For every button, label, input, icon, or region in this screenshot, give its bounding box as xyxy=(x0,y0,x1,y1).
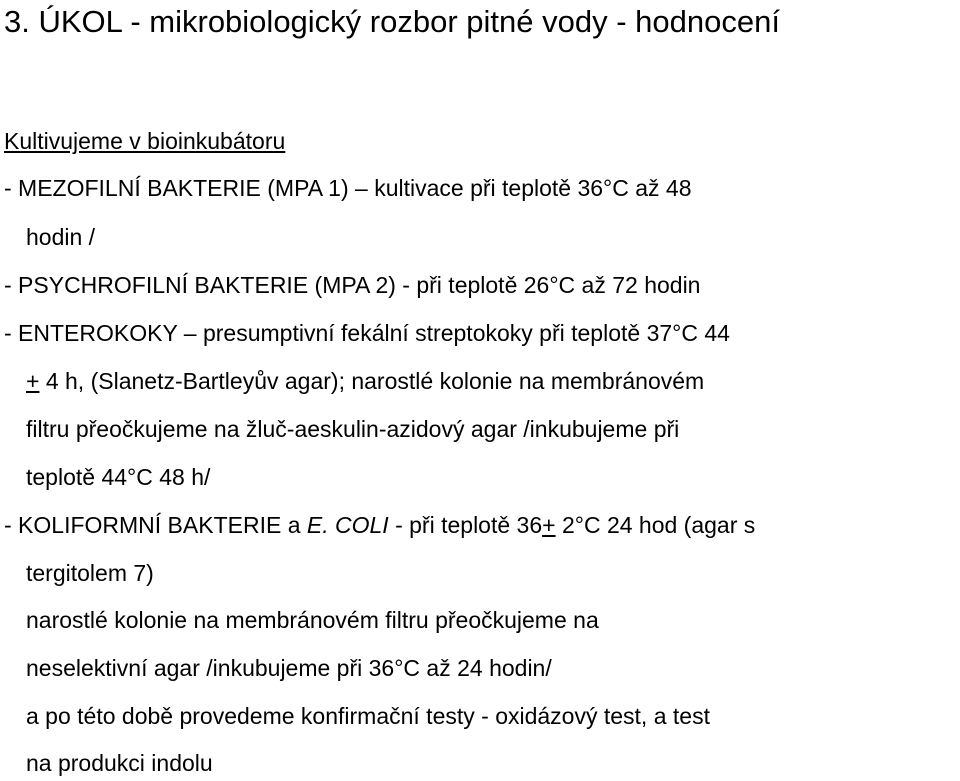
text-segment: 2°C 24 hod (agar s xyxy=(555,512,756,538)
text-line: filtru přeočkujeme na žluč-aeskulin-azidový agar /inkubujeme při xyxy=(26,416,680,442)
text-segment: - KOLIFORMNÍ BAKTERIE a xyxy=(4,512,307,538)
ecoli-italic: E. COLI xyxy=(306,512,389,538)
text-line: narostlé kolonie na membránovém filtru přeočkujeme na xyxy=(26,607,599,633)
text-line: a po této době provedeme konfirmační testy - oxidázový test, a test xyxy=(26,703,710,729)
text-line: teplotě 44°C 48 h/ xyxy=(26,464,211,490)
text-segment: - při teplotě 36 xyxy=(388,512,543,538)
text-line: na produkci indolu xyxy=(26,750,213,776)
plus-minus-sign: + xyxy=(26,368,40,394)
text-line: tergitolem 7) xyxy=(26,560,154,586)
text-line: hodin / xyxy=(26,224,96,250)
text-line xyxy=(26,366,704,396)
page-title: 3. ÚKOL - mikrobiologický rozbor pitné vody - hodnocení xyxy=(4,4,780,39)
text-line-mezofilni: - MEZOFILNÍ BAKTERIE (MPA 1) – kultivace při teplotě 36°C až 48 xyxy=(4,175,692,201)
text-line-enterokoky: - ENTEROKOKY – presumptivní fekální streptokoky při teplotě 37°C 44 xyxy=(4,320,730,346)
text-line: neselektivní agar /inkubujeme při 36°C až 24 hodin/ xyxy=(26,655,552,681)
plus-minus-sign: + xyxy=(542,512,556,538)
text-line-psychrofilni: - PSYCHROFILNÍ BAKTERIE (MPA 2) - při teplotě 26°C až 72 hodin xyxy=(4,272,701,298)
text-line-koliformni xyxy=(4,510,755,540)
text-segment: 4 h, (Slanetz-Bartleyův agar); narostlé kolonie na membránovém xyxy=(39,368,705,394)
section-heading: Kultivujeme v bioinkubátoru xyxy=(4,128,286,154)
